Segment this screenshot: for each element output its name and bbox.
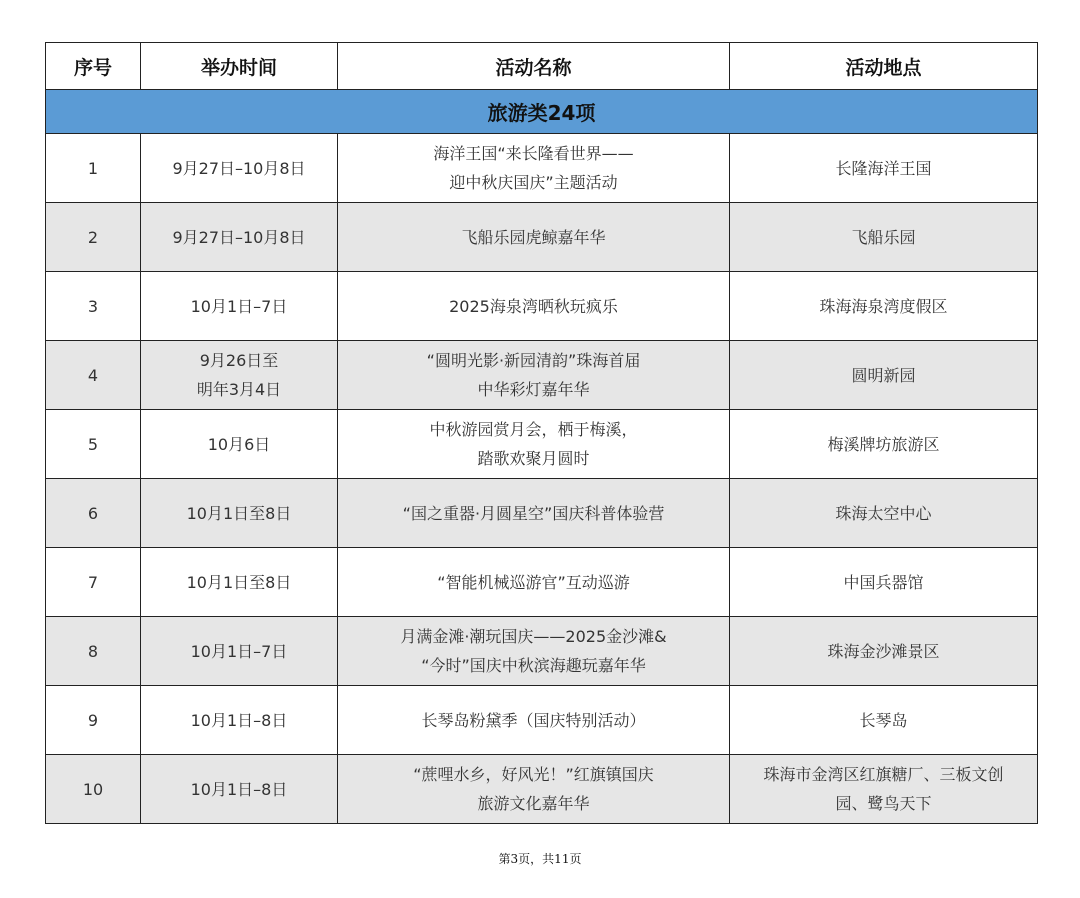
cell-activity-name (338, 410, 730, 479)
cell-activity-name (338, 341, 730, 410)
cell-time (141, 548, 338, 617)
cell-place-line: 珠海太空中心 (835, 503, 932, 523)
page-footer: 第3页，共11页 (498, 852, 582, 866)
cell-activity-name-line: “智能机械巡游官”互动巡游 (437, 572, 630, 592)
cell-no: 2 (46, 203, 141, 272)
cell-activity-name (338, 134, 730, 203)
header-row (46, 43, 1038, 90)
cell-place (730, 755, 1038, 824)
cell-no: 7 (46, 548, 141, 617)
cell-time (141, 410, 338, 479)
cell-place-line: 长琴岛 (859, 710, 908, 730)
cell-no: 1 (46, 134, 141, 203)
cell-activity-name (338, 617, 730, 686)
cell-place-line: 园、鹭鸟天下 (835, 794, 932, 813)
cell-time (141, 341, 338, 410)
cell-activity-name-line: 2025海泉湾晒秋玩疯乐 (449, 296, 618, 316)
cell-no: 8 (46, 617, 141, 686)
cell-place (730, 479, 1038, 548)
cell-activity-name (338, 548, 730, 617)
cell-place-line: 梅溪牌坊旅游区 (827, 434, 940, 454)
cell-activity-name-line: “圆明光影·新园清韵”珠海首届 (426, 351, 641, 370)
cell-place-line: 珠海市金湾区红旗糖厂、三板文创 (763, 765, 1004, 784)
cell-time (141, 272, 338, 341)
header-cell-no: 序号 (46, 43, 141, 90)
cell-no: 5 (46, 410, 141, 479)
header-cell-place: 活动地点 (730, 43, 1038, 90)
cell-time-line: 10月1日至8日 (186, 503, 292, 523)
cell-activity-name-line: “蔗哩水乡，好风光！”红旗镇国庆 (413, 765, 654, 784)
cell-place (730, 134, 1038, 203)
cell-place (730, 686, 1038, 755)
table-row (46, 203, 1038, 272)
cell-time-line: 10月1日–8日 (190, 710, 288, 730)
cell-time-line: 10月1日–7日 (190, 641, 288, 661)
cell-time (141, 686, 338, 755)
cell-place-line: 飞船乐园 (851, 227, 916, 247)
table-row (46, 479, 1038, 548)
cell-place-line: 珠海金沙滩景区 (827, 641, 940, 661)
table-row (46, 617, 1038, 686)
cell-place (730, 548, 1038, 617)
cell-activity-name-line: 中华彩灯嘉年华 (477, 380, 590, 399)
cell-place-line: 中国兵器馆 (843, 572, 924, 592)
cell-activity-name (338, 686, 730, 755)
table-row (46, 548, 1038, 617)
cell-time (141, 134, 338, 203)
header-cell-name: 活动名称 (338, 43, 730, 90)
table-row (46, 686, 1038, 755)
category-label: 旅游类24项 (46, 90, 1038, 134)
header-cell-time: 举办时间 (141, 43, 338, 90)
cell-place (730, 272, 1038, 341)
table-row (46, 341, 1038, 410)
cell-time-line: 10月6日 (207, 434, 271, 454)
table-row (46, 134, 1038, 203)
cell-activity-name-line: 长琴岛粉黛季（国庆特别活动） (421, 710, 646, 730)
cell-place (730, 410, 1038, 479)
cell-time-line: 9月26日至 (199, 351, 279, 370)
cell-time-line: 9月27日–10月8日 (172, 158, 306, 178)
cell-time-line: 9月27日–10月8日 (172, 227, 306, 247)
cell-activity-name (338, 272, 730, 341)
cell-place-line: 长隆海洋王国 (835, 158, 932, 178)
cell-time-line: 明年3月4日 (196, 380, 282, 399)
cell-time (141, 203, 338, 272)
category-row (46, 90, 1038, 134)
cell-no: 4 (46, 341, 141, 410)
cell-no: 3 (46, 272, 141, 341)
cell-place-line: 圆明新园 (851, 365, 916, 385)
cell-no: 10 (46, 755, 141, 824)
cell-activity-name-line: “今时”国庆中秋滨海趣玩嘉年华 (421, 656, 646, 675)
cell-place (730, 203, 1038, 272)
cell-activity-name (338, 755, 730, 824)
table-body (46, 90, 1038, 824)
cell-place (730, 617, 1038, 686)
cell-time (141, 617, 338, 686)
cell-activity-name-line: 月满金滩·潮玩国庆——2025金沙滩& (400, 627, 667, 646)
cell-activity-name-line: 海洋王国“来长隆看世界—— (433, 144, 634, 163)
cell-activity-name-line: 旅游文化嘉年华 (477, 794, 590, 813)
cell-activity-name-line: 迎中秋庆国庆”主题活动 (449, 173, 618, 192)
cell-activity-name-line: 踏歌欢聚月圆时 (477, 449, 590, 468)
events-table (45, 42, 1038, 824)
table-row (46, 410, 1038, 479)
cell-time-line: 10月1日–8日 (190, 779, 288, 799)
cell-time-line: 10月1日–7日 (190, 296, 288, 316)
cell-time (141, 755, 338, 824)
cell-place-line: 珠海海泉湾度假区 (819, 296, 948, 316)
cell-activity-name (338, 479, 730, 548)
cell-place (730, 341, 1038, 410)
table-row (46, 755, 1038, 824)
cell-activity-name-line: “国之重器·月圆星空”国庆科普体验营 (402, 503, 665, 523)
cell-activity-name (338, 203, 730, 272)
cell-time-line: 10月1日至8日 (186, 572, 292, 592)
cell-time (141, 479, 338, 548)
cell-no: 9 (46, 686, 141, 755)
cell-no: 6 (46, 479, 141, 548)
table-row (46, 272, 1038, 341)
cell-activity-name-line: 飞船乐园虎鲸嘉年华 (461, 227, 606, 247)
cell-activity-name-line: 中秋游园赏月会，栖于梅溪， (429, 420, 638, 439)
